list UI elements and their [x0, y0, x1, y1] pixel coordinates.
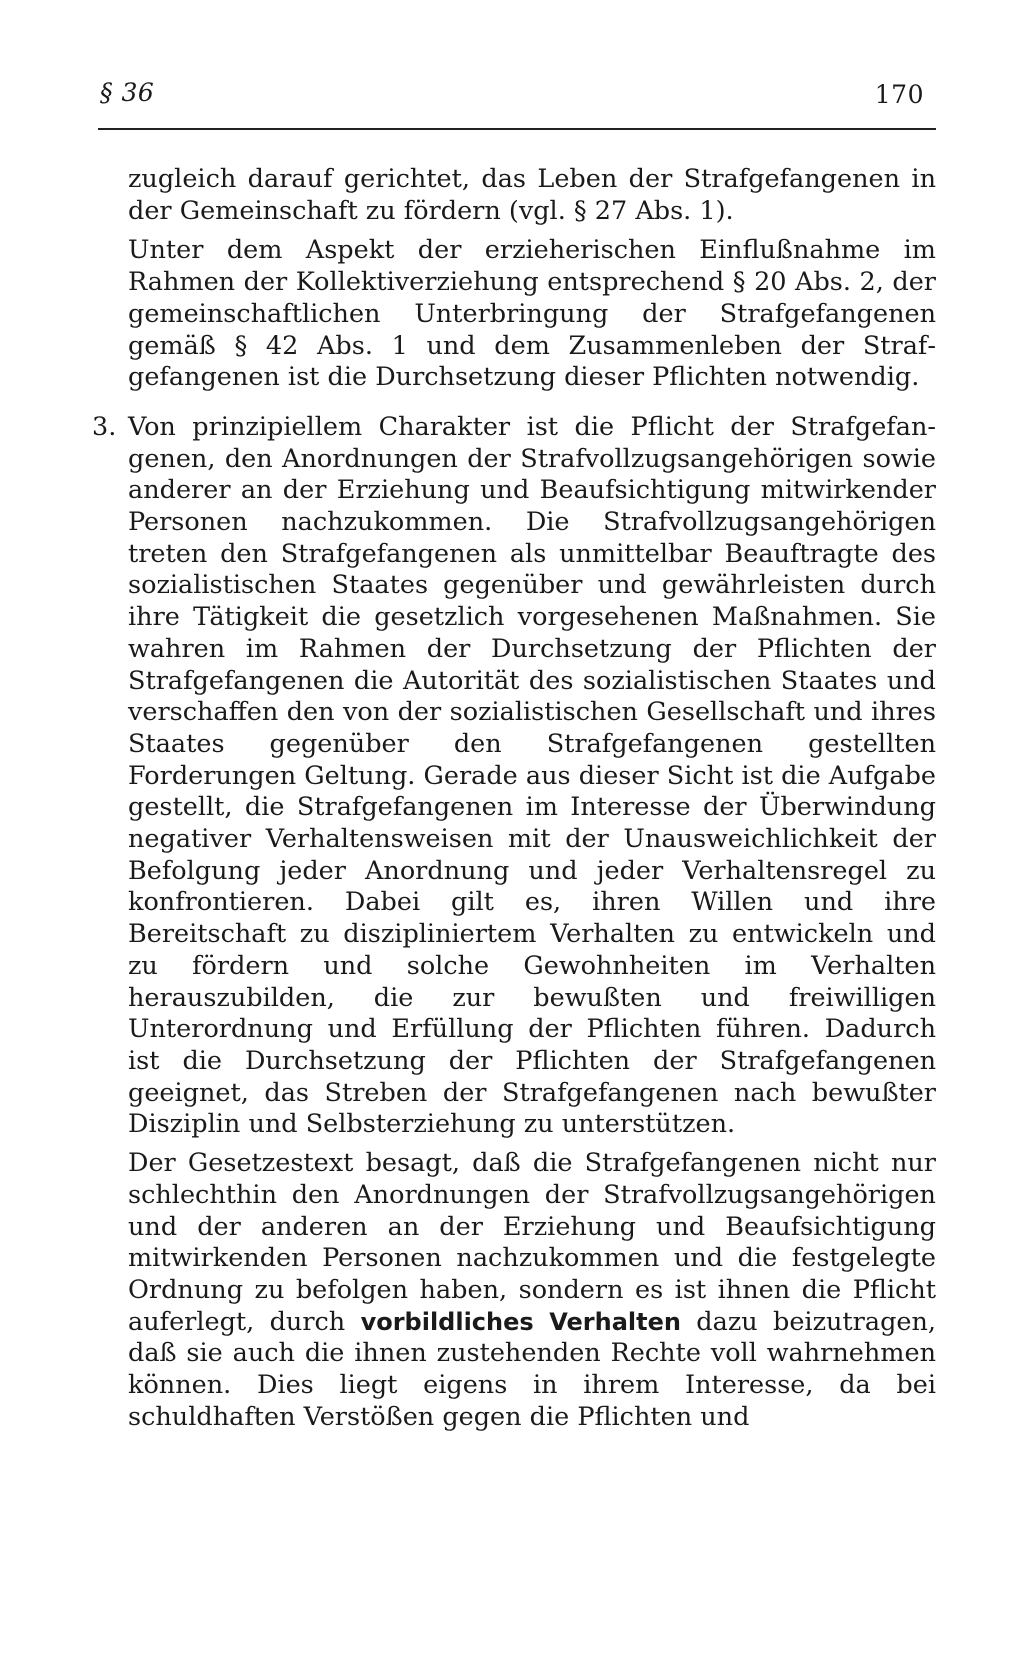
- page-number: 170: [874, 80, 924, 109]
- numbered-item-3: [92, 411, 936, 1141]
- paragraph-2: Unter dem Aspekt der erzieherischen Einflußnahme im Rahmen der Kollektiverziehung entsprechend § 20 Abs. 2, der gemeinschaftlichen Unterbringung der Strafgefangenen gemäß § 42 Abs. 1 und dem Zusammenleben der Strafgefangenen ist die Durchsetzung dieser Pflichten notwendig.: [128, 235, 936, 393]
- item-text: Von prinzipiellem Charakter ist die Pflicht der Strafgefangenen, den Anordnungen der Strafvollzugsangehörigen sowie anderer an der Erziehung und Beaufsichtigung mitwirkender Personen nachzukommen. Die Strafvollzugsangehörigen treten den Strafgefangenen als unmittelbar Beauftragte des sozialistischen Staates gegenüber und gewährleisten durch ihre Tätigkeit die gesetzlich vorgesehenen Maßnahmen. Sie wahren im Rahmen der Durchsetzung der Pflichten der Strafgefangenen die Autorität des sozialistischen Staates und verschaffen den von der sozialistischen Gesellschaft und ihres Staates gegenüber den Strafgefangenen gestellten Forderungen Geltung. Gerade aus dieser Sicht ist die Aufgabe gestellt, die Strafgefangenen im Interesse der Überwindung negativer Verhaltensweisen mit der Unausweichlichkeit der Befolgung jeder Anordnung und jeder Verhaltensregel zu konfrontieren. Dabei gilt es, ihren Willen und ihre Bereitschaft zu diszipliniertem Verhalten zu entwickeln und zu fördern und solche Gewohnheiten im Verhalten herauszubilden, die zur bewußten und freiwilligen Unterordnung und Erfüllung der Pflichten führen. Dadurch ist die Durchsetzung der Pflichten der Strafgefangenen geeignet, das Streben der Strafgefangenen nach bewußter Disziplin und Selbsterziehung zu unterstützen.: [128, 411, 936, 1140]
- section-reference: § 36: [100, 78, 155, 107]
- paragraph-4-text-after: dazu beizutragen, daß sie auch die ihnen zustehenden Rechte voll wahrnehmen können. Dies liegt eigens in ihrem Interesse, da bei schuldhaften Verstößen gegen die Pflichten und: [128, 1306, 937, 1432]
- paragraph-4: [128, 1148, 936, 1433]
- paragraph-1: zugleich darauf gerichtet, das Leben der Strafgefangenen in der Gemeinschaft zu fördern (vgl. § 27 Abs. 1).: [128, 164, 936, 226]
- emphasis-text: vorbildliches Verhalten: [360, 1307, 681, 1336]
- item-number: 3.: [92, 411, 117, 442]
- page-header: [98, 72, 936, 130]
- paragraph-4-text-before: Der Gesetzestext besagt, daß die Strafgefangenen nicht nur schlechthin den Anordnungen der Strafvollzugsangehörigen und der anderen an der Erziehung und Beaufsichtigung mitwirkenden Personen nachzukommen und die festgelegte Ordnung zu befolgen haben, sondern es ist ihnen die Pflicht auferlegt, durch: [128, 1148, 936, 1337]
- body-text: [92, 164, 937, 1433]
